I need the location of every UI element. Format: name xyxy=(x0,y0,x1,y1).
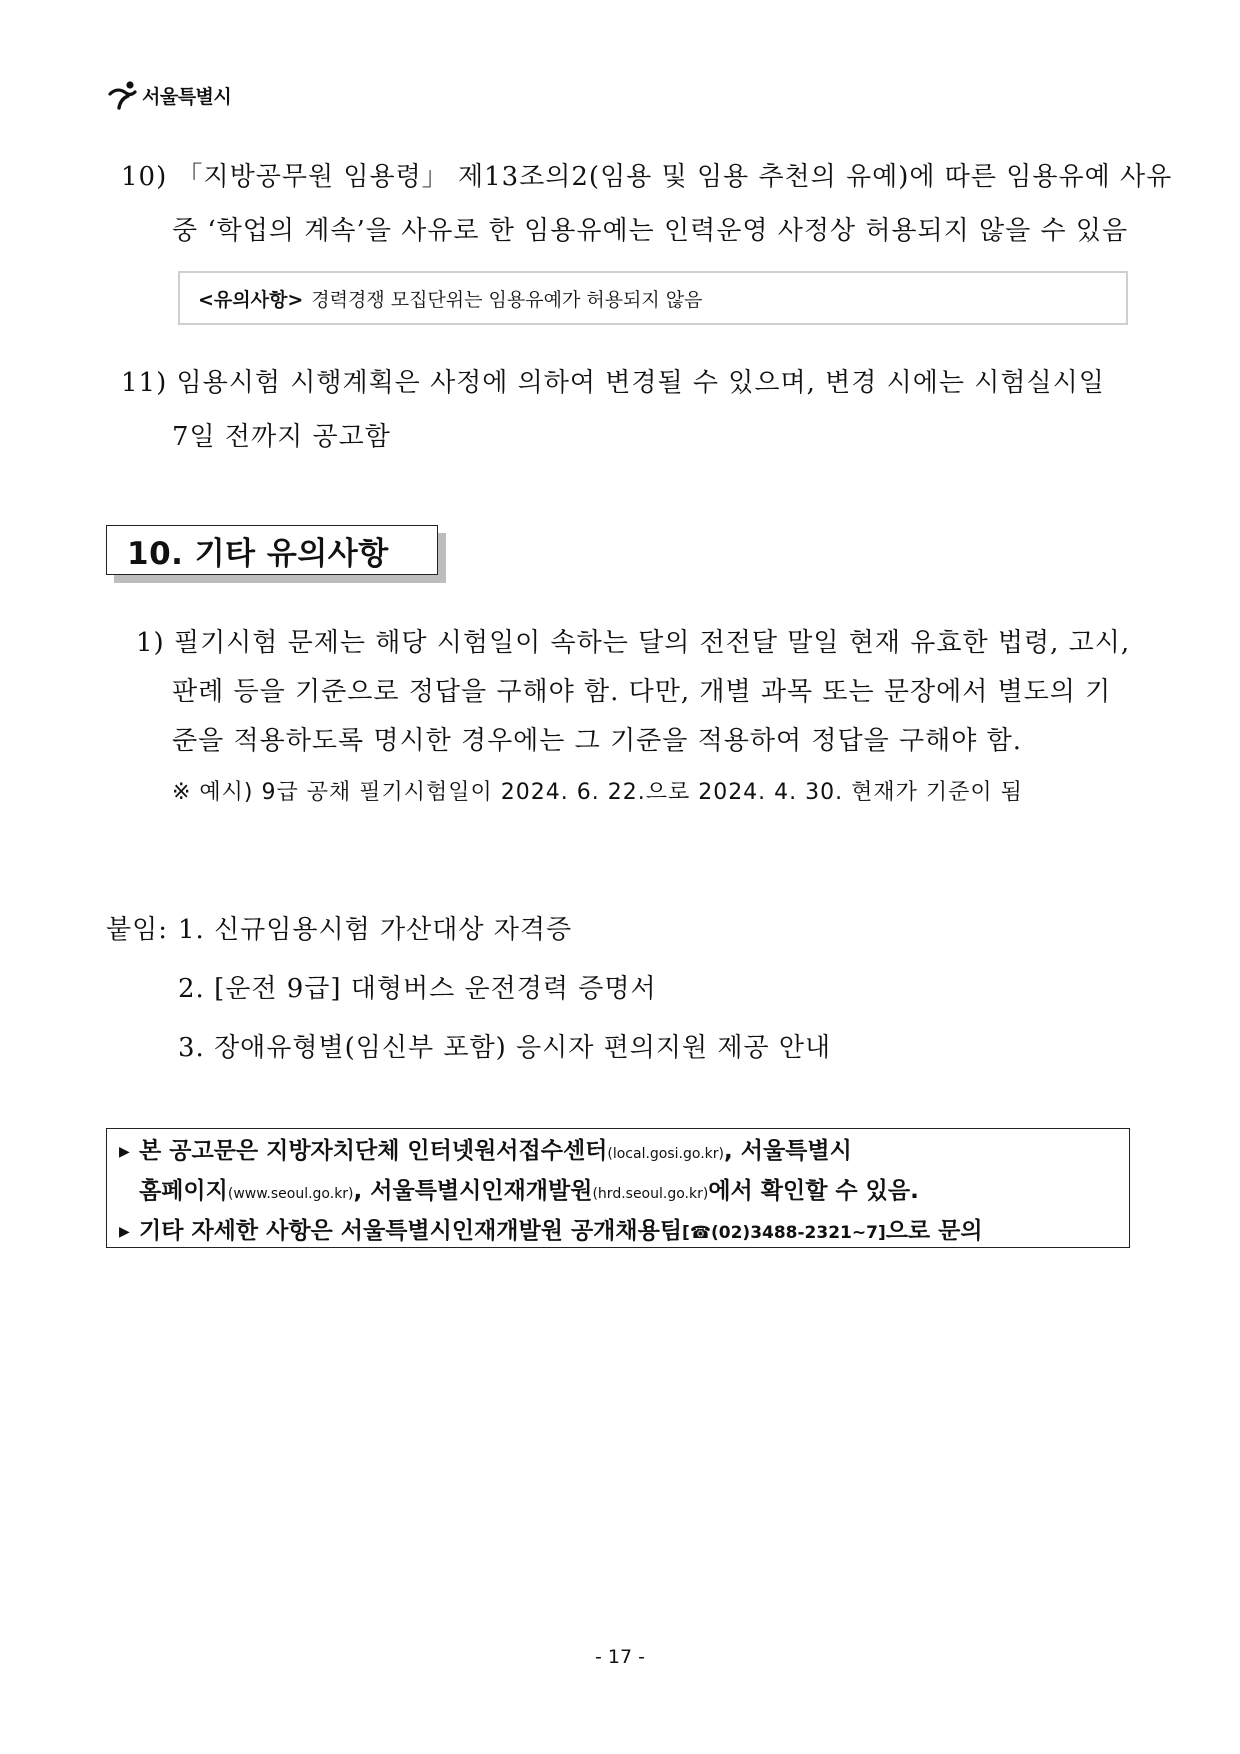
attachment-item-2: 2. [운전 9급] 대형버스 운전경력 증명서 xyxy=(178,974,657,1004)
item-11-line-2: 7일 전까지 공고함 xyxy=(172,422,391,452)
attachments-label: 붙임: xyxy=(106,915,168,945)
info-row-1 xyxy=(119,1133,1117,1173)
note-text: 경력경쟁 모집단위는 임용유예가 허용되지 않음 xyxy=(311,288,703,311)
section-item-1-example: ※ 예시) 9급 공채 필기시험일이 2024. 6. 22.으로 2024. 4. 30. 현재가 기준이 됨 xyxy=(172,780,1023,805)
triangle-bullet-icon: ▶ xyxy=(119,1144,130,1160)
attachment-item-3: 3. 장애유형별(임신부 포함) 응시자 편의지원 제공 안내 xyxy=(178,1033,832,1063)
info-row-3-text-c: 으로 문의 xyxy=(885,1218,983,1244)
info-box xyxy=(106,1128,1130,1248)
logo-text: 서울특별시 xyxy=(142,85,232,108)
info-row-2-text-c: , 서울특별시인재개발원 xyxy=(353,1178,593,1204)
section-item-1-line-3: 준을 적용하도록 명시한 경우에는 그 기준을 적용하여 정답을 구해야 함. xyxy=(172,726,1023,756)
header-logo xyxy=(108,80,231,110)
note-box xyxy=(178,271,1128,325)
info-row-2-url-1: (www.seoul.go.kr) xyxy=(227,1186,354,1202)
info-row-3 xyxy=(119,1213,1117,1252)
item-10-line-1: 10) 「지방공무원 임용령」 제13조의2(임용 및 임용 추천의 유예)에 따른 임용유예 사유 xyxy=(121,162,1173,192)
info-row-2-text-a: 홈페이지 xyxy=(139,1178,228,1204)
triangle-bullet-icon: ▶ xyxy=(119,1224,130,1240)
info-row-3-phone: [☎(02)3488-2321~7] xyxy=(682,1223,886,1243)
info-row-1-text-a: 본 공고문은 지방자치단체 인터넷원서접수센터 xyxy=(139,1138,608,1164)
info-row-2-url-2: (hrd.seoul.go.kr) xyxy=(592,1186,709,1202)
page-number: - 17 - xyxy=(595,1646,645,1668)
attachment-item-1: 1. 신규임용시험 가산대상 자격증 xyxy=(178,915,573,945)
section-item-1-line-1: 1) 필기시험 문제는 해당 시험일이 속하는 달의 전전달 말일 현재 유효한 법령, 고시, xyxy=(136,628,1131,658)
section-heading xyxy=(106,525,438,575)
info-row-1-text-c: , 서울특별시 xyxy=(724,1138,852,1164)
info-row-3-text-a: 기타 자세한 사항은 서울특별시인재개발원 공개채용팀 xyxy=(139,1218,683,1244)
item-11-line-1: 11) 임용시험 시행계획은 사정에 의하여 변경될 수 있으며, 변경 시에는 시험실시일 xyxy=(121,368,1105,398)
section-title: 10. 기타 유의사항 xyxy=(106,525,438,575)
seoul-logo-icon xyxy=(108,80,138,110)
item-10-line-2: 중 ‘학업의 계속’을 사유로 한 임용유예는 인력운영 사정상 허용되지 않을 수 있음 xyxy=(172,216,1129,246)
note-label: <유의사항> xyxy=(198,288,304,311)
section-item-1-line-2: 판례 등을 기준으로 정답을 구해야 함. 다만, 개별 과목 또는 문장에서 별도의 기 xyxy=(172,677,1112,707)
info-row-2-text-e: 에서 확인할 수 있음. xyxy=(708,1178,919,1204)
info-row-1-url: (local.gosi.go.kr) xyxy=(607,1146,724,1162)
info-row-2 xyxy=(119,1173,1117,1213)
